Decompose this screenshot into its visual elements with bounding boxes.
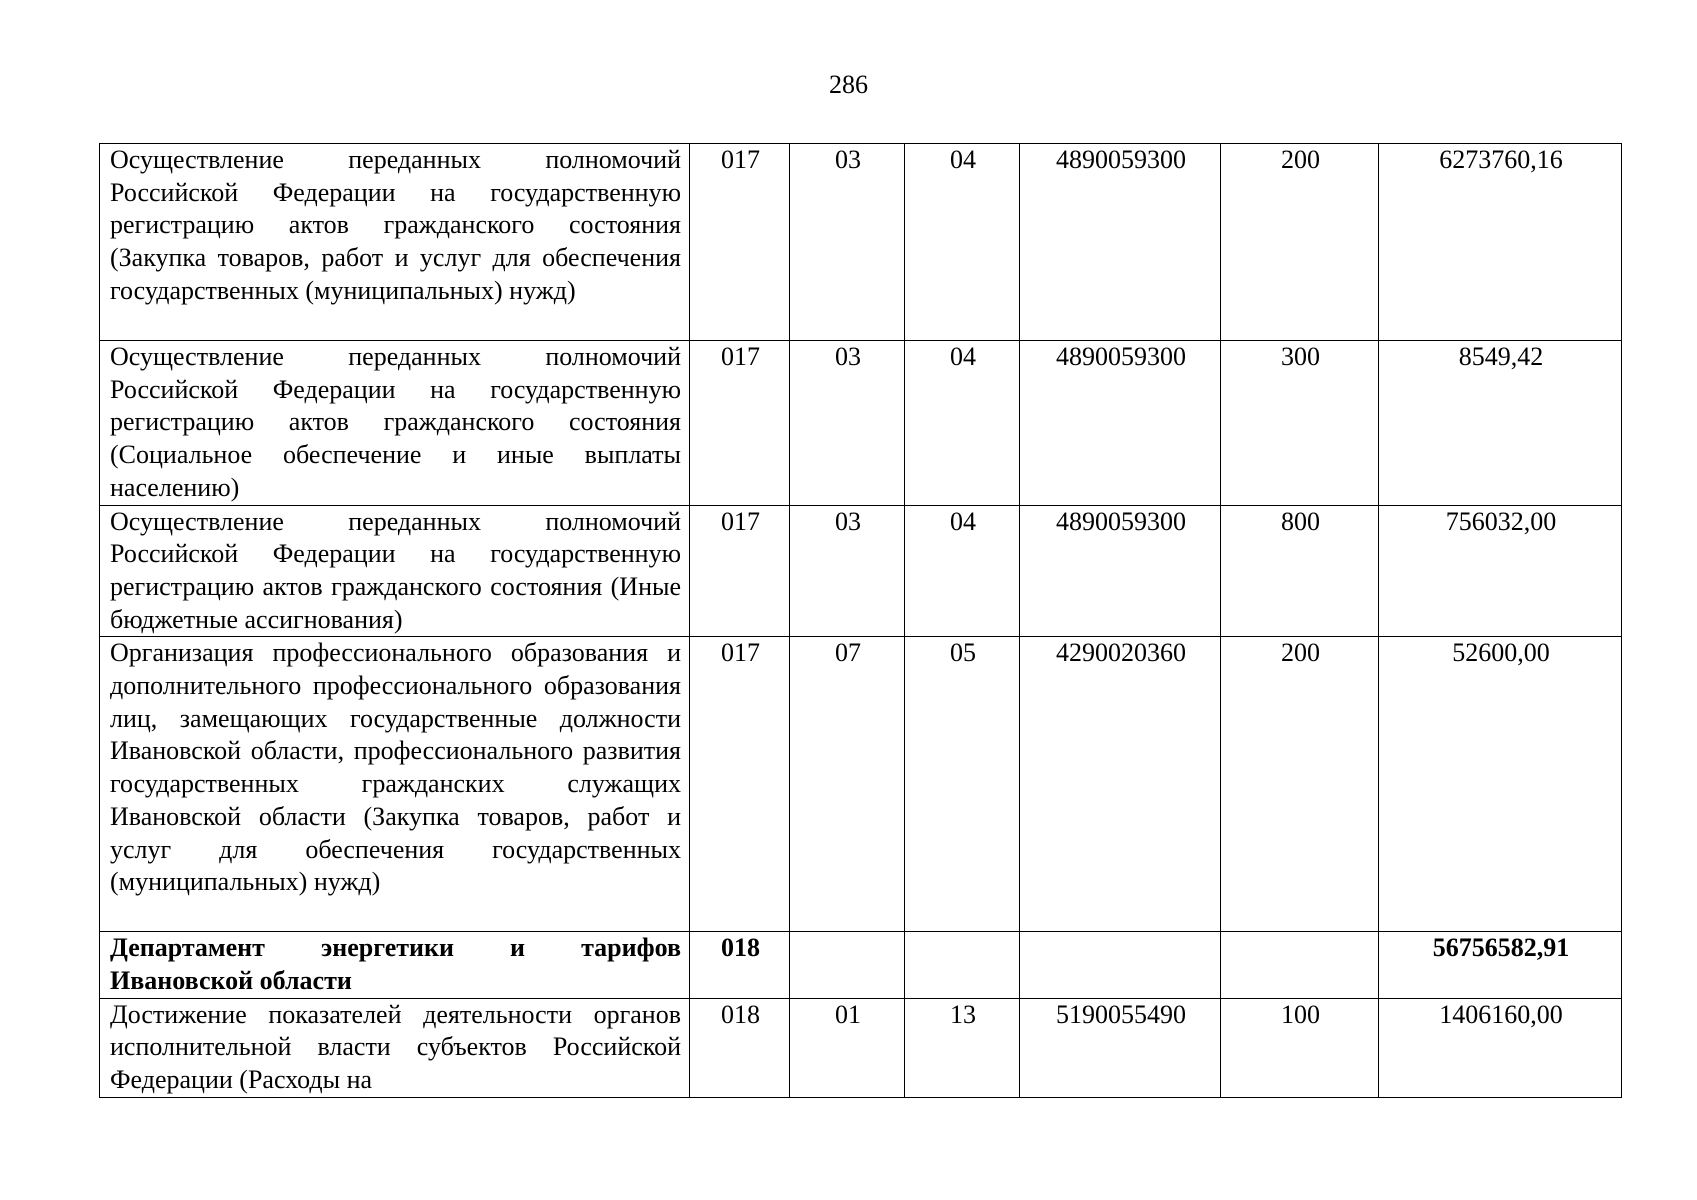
row-amount: 1406160,00 [1379,998,1622,1097]
row-subsection-code: 05 [905,637,1020,932]
row-department-code: 017 [690,505,790,637]
row-department-code: 018 [690,998,790,1097]
row-amount: 56756582,91 [1379,932,1622,998]
row-expense-type-code: 800 [1221,505,1379,637]
table-row [100,341,1622,506]
row-amount: 8549,42 [1379,341,1622,506]
row-description: Осуществление переданных полномочий Российской Федерации на государственную регистрацию актов гражданского состояния (Иные бюджетные ассигнования) [100,505,690,637]
row-target-article-code: 4890059300 [1020,505,1221,637]
table-row [100,505,1622,637]
row-department-code: 017 [690,341,790,506]
row-description: Осуществление переданных полномочий Российской Федерации на государственную регистрацию актов гражданского состояния (Закупка товаров, работ и услуг для обеспечения государственных (муниципальных) нужд) [100,144,690,341]
row-expense-type-code: 300 [1221,341,1379,506]
table-row [100,998,1622,1097]
row-department-code: 017 [690,144,790,341]
table-row [100,637,1622,932]
row-description: Достижение показателей деятельности органов исполнительной власти субъектов Российской Федерации (Расходы на [100,998,690,1097]
row-target-article-code: 4890059300 [1020,341,1221,506]
row-subsection-code [905,932,1020,998]
table-row [100,144,1622,341]
row-section-code: 03 [790,341,905,506]
row-subsection-code: 04 [905,341,1020,506]
row-section-code: 07 [790,637,905,932]
row-subsection-code: 13 [905,998,1020,1097]
row-subsection-code: 04 [905,505,1020,637]
row-section-code: 01 [790,998,905,1097]
row-expense-type-code: 100 [1221,998,1379,1097]
row-section-code: 03 [790,505,905,637]
row-department-code: 018 [690,932,790,998]
row-section-code [790,932,905,998]
row-section-code: 03 [790,144,905,341]
page-number: 286 [829,70,868,99]
row-description: Организация профессионального образования и дополнительного профессионального образования лиц, замещающих государственные должности Ивановской области, профессионального развития государственных гражданских служащих Ивановской области (Закупка товаров, работ и услуг для обеспечения государственных (муниципальных) нужд) [100,637,690,932]
row-target-article-code: 4890059300 [1020,144,1221,341]
row-amount: 756032,00 [1379,505,1622,637]
row-description: Осуществление переданных полномочий Российской Федерации на государственную регистрацию актов гражданского состояния (Социальное обеспечение и иные выплаты населению) [100,341,690,506]
row-subsection-code: 04 [905,144,1020,341]
row-target-article-code: 4290020360 [1020,637,1221,932]
row-expense-type-code: 200 [1221,637,1379,932]
table-row-department-total [100,932,1622,998]
row-amount: 52600,00 [1379,637,1622,932]
row-amount: 6273760,16 [1379,144,1622,341]
row-expense-type-code [1221,932,1379,998]
budget-table [99,143,1622,1098]
row-description: Департамент энергетики и тарифов Ивановской области [100,932,690,998]
row-target-article-code [1020,932,1221,998]
row-expense-type-code: 200 [1221,144,1379,341]
row-department-code: 017 [690,637,790,932]
row-target-article-code: 5190055490 [1020,998,1221,1097]
